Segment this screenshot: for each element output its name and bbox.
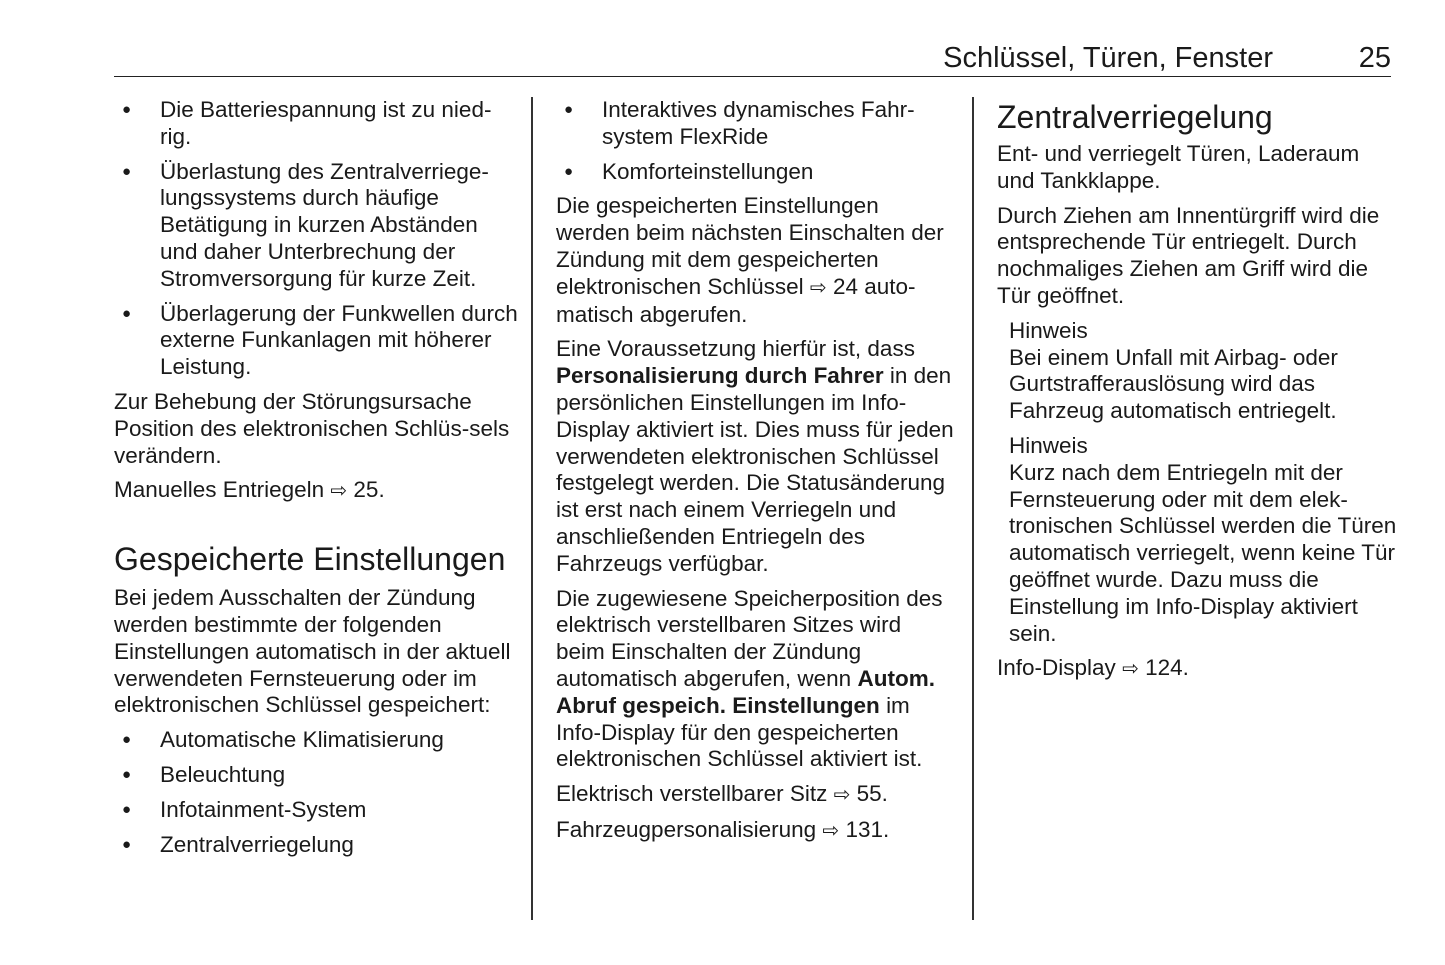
saved-settings-list-cont [556,97,956,185]
seat-memory-paragraph [556,586,956,774]
ref-page-link[interactable]: 131. [845,816,890,842]
list-item: ● Überlagerung der Funkwellen durch externe Funkanlagen mit höherer Leistung. [114,301,519,381]
info-display-ref [997,655,1397,683]
ref-text: Manuelles Entriegeln [114,477,325,503]
text-run: Die zugewiesene Speicherposition des elektrisch verstellbaren Sitzes wird beim Einschalten der Zündung automatisch abgerufen, wenn [556,585,943,691]
fault-cause-list [114,97,519,381]
personalisation-ref [556,817,956,845]
saved-settings-list [114,727,519,858]
note-box [997,433,1397,647]
menu-option-name: Personalisierung durch Fahrer [556,363,884,389]
page-ref-arrow-icon: ⇨ [822,819,840,842]
page-ref-arrow-icon: ⇨ [833,784,851,807]
list-item: ● Interaktives dynamisches Fahr-system FlexRide [556,97,956,151]
note-text: Bei einem Unfall mit Airbag- oder Gurtstrafferauslösung wird das Fahrzeug automatisch entriegelt. [1009,344,1338,424]
column-divider [972,97,974,920]
list-item: ● Komforteinstellungen [556,159,956,186]
text-run: auto-matisch abgerufen. [556,273,916,327]
note-text: Kurz nach dem Entriegeln mit der Fernsteuerung oder mit dem elek-tronischen Schlüssel werden die Türen automatisch verriegelt, wenn keine Tür geöffnet wurde. Dazu muss die Einstellung im Info-Display aktiviert sein. [1009,459,1397,646]
list-item: ● Überlastung des Zentralverriege-lungssystems durch häufige Betätigung in kurzen Abständen und daher Unterbrechung der Stromversorgung für kurze Zeit. [114,159,519,293]
prerequisite-paragraph [556,336,956,577]
manual-unlock-ref [114,477,519,505]
ref-page-link[interactable]: 55. [856,781,888,807]
ref-text: Info-Display [997,655,1116,681]
note-label: Hinweis [1009,432,1088,458]
note-label: Hinweis [1009,317,1088,343]
column-right [997,97,1397,691]
text-run: Die gespeicherten Einstellungen werden beim nächsten Einschalten der Zündung mit dem gespeicherten elektronischen Schlüssel [556,193,944,299]
paragraph: Ent- und verriegelt Türen, Laderaum und Tankklappe. [997,141,1360,193]
ref-text: Elektrisch verstellbarer Sitz [556,781,828,807]
list-item: ● Infotainment-System [114,797,519,824]
ref-text: Fahrzeugpersonalisierung [556,816,817,842]
paragraph: Durch Ziehen am Innentürgriff wird die entsprechende Tür entriegelt. Durch nochmaliges Ziehen am Griff wird die Tür geöffnet. [997,202,1380,308]
list-item: ● Automatische Klimatisierung [114,727,519,754]
note-box [997,318,1397,425]
column-middle [556,97,956,853]
text-run: Eine Voraussetzung hierfür ist, dass [556,336,915,362]
intro-paragraph: Bei jedem Ausschalten der Zündung werden bestimmte der folgenden Einstellungen automatisch in der aktuell verwendeten Fernsteuerung oder im elektronischen Schlüssel gespeichert: [114,585,511,718]
page-number: 25 [1358,42,1391,74]
column-divider [531,97,533,920]
page-header [114,40,1391,77]
recall-paragraph [556,193,956,328]
column-left [114,97,519,866]
ref-page-link[interactable]: 25. [353,477,385,503]
page-ref-arrow-icon: ⇨ [809,276,827,299]
chapter-title: Schlüssel, Türen, Fenster [943,42,1273,74]
ref-page-link[interactable]: 124. [1145,655,1189,681]
list-item: ● Beleuchtung [114,762,519,789]
text-run: in den persönlichen Einstellungen im Info-Display aktiviert ist. Dies muss für jeden verwendeten elektronischen Schlüssel festgelegt werden. Die Statusänderung ist erst nach einem Verriegeln und anschließenden Entriegeln des Fahrzeugs verfügbar. [556,363,954,576]
menu-option-name: Autom. Abruf gespeich. Einstellungen [556,665,935,718]
text-run: im Info-Display für den gespeicherten elektronischen Schlüssel aktiviert ist. [556,692,923,772]
list-item: ● Zentralverriegelung [114,832,519,859]
section-heading-central-locking: Zentralverriegelung [997,99,1273,135]
page-ref-arrow-icon: ⇨ [330,480,348,503]
page-ref-arrow-icon: ⇨ [1122,658,1139,681]
list-item: ● Die Batteriespannung ist zu nied-rig. [114,97,519,151]
section-heading-saved-settings: Gespeicherte Einstellungen [114,541,506,578]
seat-ref [556,781,956,809]
remedy-paragraph: Zur Behebung der Störungsursache Position des elektronischen Schlüs-sels verändern. [114,388,510,468]
ref-page-link[interactable]: 24 [832,273,858,299]
